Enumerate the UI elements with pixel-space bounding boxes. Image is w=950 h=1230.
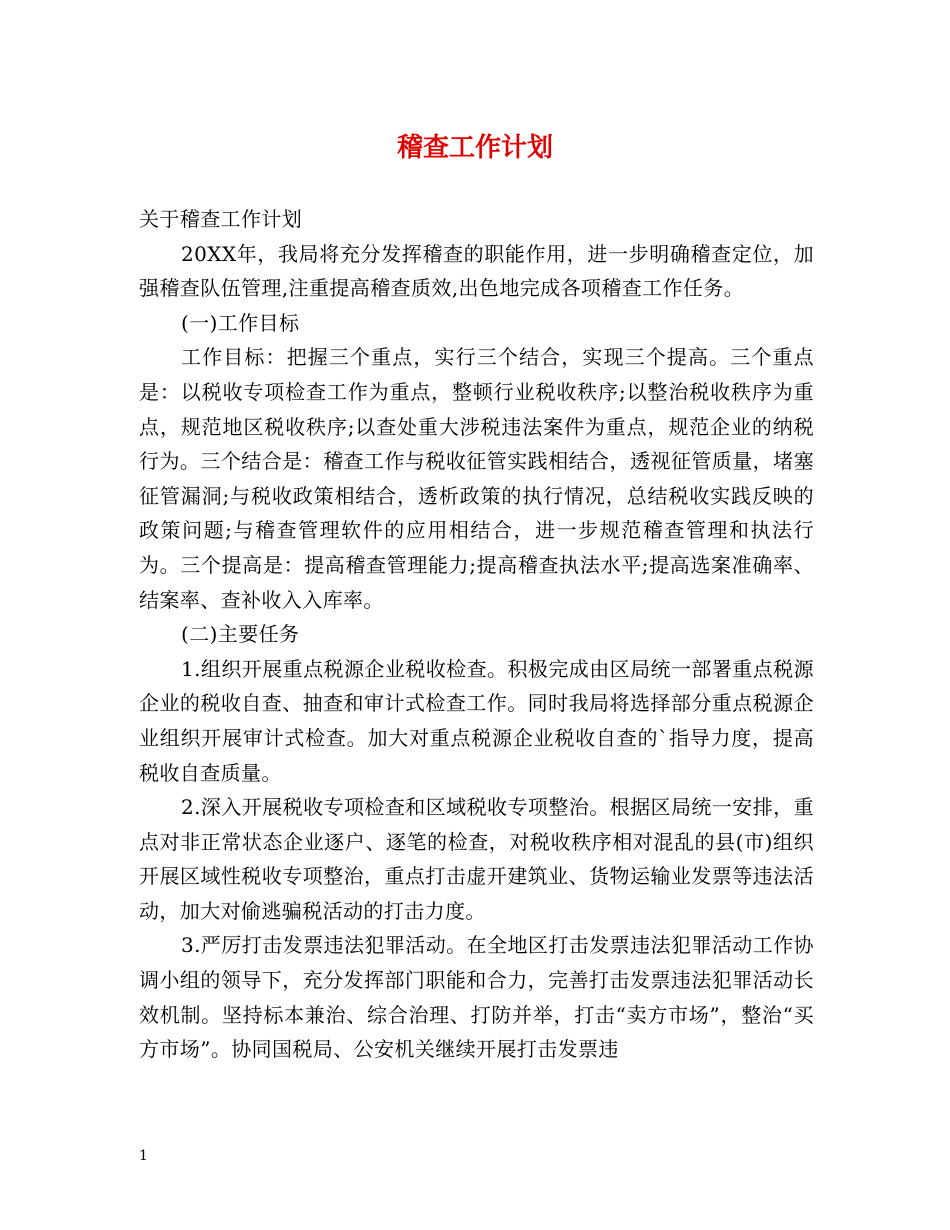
document-title: 稽查工作计划 — [396, 133, 553, 163]
paragraph-task-2: 2.深入开展税收专项检查和区域税收专项整治。根据区局统一安排，重点对非正常状态企业逐户、逐笔的检查，对税收秩序相对混乱的县(市)组织开展区域性税收专项整治，重点打击虚开建筑业、货物运输业发票等违法活动，加大对偷逃骗税活动的打击力度。 — [139, 795, 814, 923]
page-number: 1 — [139, 1148, 148, 1164]
paragraph-goals: 工作目标：把握三个重点，实行三个结合，实现三个提高。三个重点是：以税收专项检查工作为重点，整顿行业税收秩序;以整治税收秩序为重点，规范地区税收秩序;以查处重大涉税违法案件为重点，规范企业的纳税行为。三个结合是：稽查工作与税收征管实践相结合，透视征管质量，堵塞征管漏洞;与税收政策相结合，透析政策的执行情况，总结税收实践反映的政策问题;与稽查管理软件的应用相结合，进一步规范稽查管理和执法行为。三个提高是：提高稽查管理能力;提高稽查执法水平;提高选案准确率、结案率、查补收入入库率。 — [139, 345, 814, 612]
paragraph-intro: 20XX年，我局将充分发挥稽查的职能作用，进一步明确稽查定位，加强稽查队伍管理,注重提高稽查质效,出色地完成各项稽查工作任务。 — [139, 241, 814, 301]
paragraph-heading: 关于稽查工作计划 — [139, 207, 303, 231]
document-body — [139, 202, 814, 1067]
paragraph-task-3: 3.严厉打击发票违法犯罪活动。在全地区打击发票违法犯罪活动工作协调小组的领导下，充分发挥部门职能和合力，完善打击发票违法犯罪活动长效机制。坚持标本兼治、综合治理、打防并举，打击“卖方市场”，整治“买方市场”。协同国税局、公安机关继续开展打击发票违 — [139, 933, 814, 1062]
paragraph-task-1: 1.组织开展重点税源企业税收检查。积极完成由区局统一部署重点税源企业的税收自查、抽查和审计式检查工作。同时我局将选择部分重点税源企业组织开展审计式检查。加大对重点税源企业税收自查的`指导力度，提高税收自查质量。 — [139, 656, 814, 785]
section-heading-tasks: (二)主要任务 — [181, 622, 300, 647]
section-heading-goals: (一)工作目标 — [181, 310, 300, 335]
